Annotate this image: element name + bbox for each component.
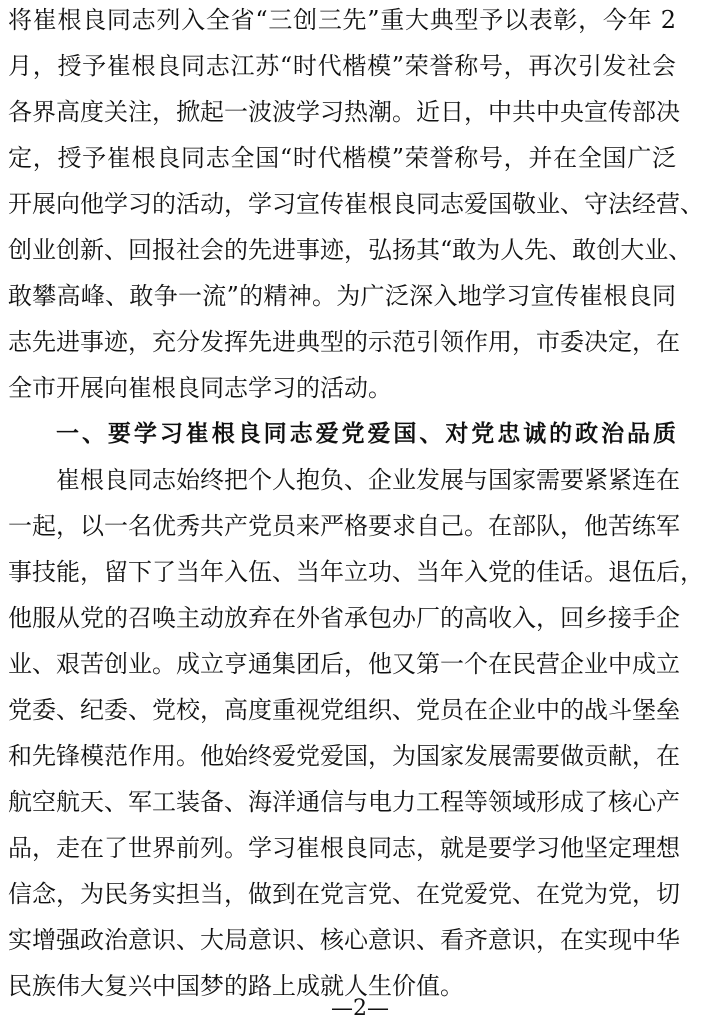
paragraph-line: 定，授予崔根良同志全国“时代楷模”荣誉称号，并在全国广泛 xyxy=(8,144,676,172)
paragraph-line: 开展向他学习的活动，学习宣传崔根良同志爱国敬业、守法经营、 xyxy=(8,190,704,218)
page-number: —2— xyxy=(331,996,389,1021)
paragraph-line: 他服从党的召唤主动放弃在外省承包办厂的高收入，回乡接手企 xyxy=(8,604,680,632)
paragraph-line: 航空航天、军工装备、海洋通信与电力工程等领域形成了核心产 xyxy=(8,788,680,816)
paragraph-line: 崔根良同志始终把个人抱负、企业发展与国家需要紧紧连在 xyxy=(56,466,680,494)
paragraph-line: 敢攀高峰、敢争一流”的精神。为广泛深入地学习宣传崔根良同 xyxy=(8,282,676,310)
paragraph-line: 事技能，留下了当年入伍、当年立功、当年入党的佳话。退伍后， xyxy=(8,558,704,586)
paragraph-line: 实增强政治意识、大局意识、核心意识、看齐意识，在实现中华 xyxy=(8,926,680,954)
paragraph-line: 品，走在了世界前列。学习崔根良同志，就是要学习他坚定理想 xyxy=(8,834,680,862)
paragraph-line: 和先锋模范作用。他始终爱党爱国，为国家发展需要做贡献，在 xyxy=(8,742,680,770)
paragraph-line: 志先进事迹，充分发挥先进典型的示范引领作用，市委决定，在 xyxy=(8,328,680,356)
paragraph-line: 将崔根良同志列入全省“三创三先”重大典型予以表彰，今年 2 xyxy=(8,6,676,34)
paragraph-line: 一起，以一名优秀共产党员来严格要求自己。在部队，他苦练军 xyxy=(8,512,680,540)
paragraph-line: 信念，为民务实担当，做到在党言党、在党爱党、在党为党，切 xyxy=(8,880,680,908)
paragraph-line: 全市开展向崔根良同志学习的活动。 xyxy=(8,374,392,402)
paragraph-line: 月，授予崔根良同志江苏“时代楷模”荣誉称号，再次引发社会 xyxy=(8,52,676,80)
paragraph-line: 党委、纪委、党校，高度重视党组织、党员在企业中的战斗堡垒 xyxy=(8,696,680,724)
section-heading: 一、要学习崔根良同志爱党爱国、对党忠诚的政治品质 xyxy=(56,421,676,447)
paragraph-line: 业、艰苦创业。成立亨通集团后，他又第一个在民营企业中成立 xyxy=(8,650,680,678)
paragraph-line: 创业创新、回报社会的先进事迹，弘扬其“敢为人先、敢创大业、 xyxy=(8,236,693,264)
paragraph-line: 民族伟大复兴中国梦的路上成就人生价值。 xyxy=(8,972,464,1000)
paragraph-line: 各界高度关注，掀起一波波学习热潮。近日，中共中央宣传部决 xyxy=(8,98,680,126)
